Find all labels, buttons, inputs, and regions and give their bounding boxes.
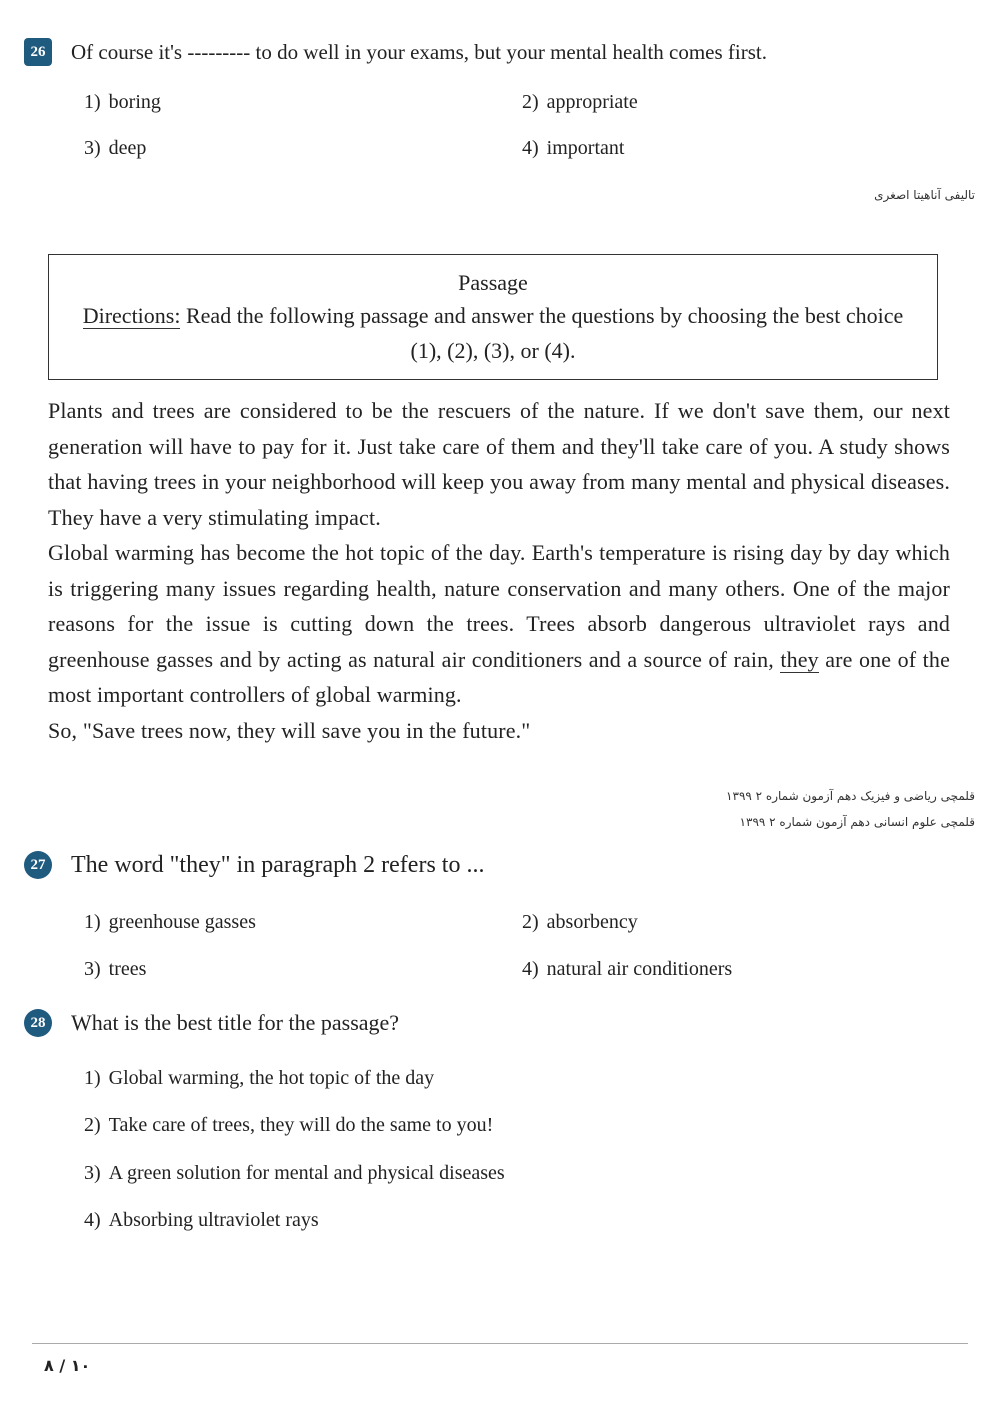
q28-option-2[interactable]: 2) Take care of trees, they will do the same to you! bbox=[84, 1114, 494, 1136]
question-28 bbox=[24, 1009, 399, 1037]
question-number-badge: 26 bbox=[24, 38, 52, 66]
directions-text: Read the following passage and answer the questions by choosing the best choice (1), (2), (3), or (4). bbox=[180, 303, 904, 363]
source-line-2: قلمچی علوم انسانی دهم آزمون شماره ۲ ۱۳۹۹ bbox=[739, 815, 975, 829]
passage-directions-box bbox=[48, 254, 938, 380]
passage-paragraph-3: So, "Save trees now, they will save you in the future." bbox=[48, 717, 531, 743]
q26-source: تالیفی آناهیتا اصغری bbox=[874, 188, 975, 202]
passage-directions bbox=[49, 298, 937, 368]
question-27 bbox=[24, 851, 484, 879]
passage-body bbox=[48, 393, 950, 748]
q26-option-2[interactable]: 2) appropriate bbox=[522, 91, 638, 113]
q28-option-4[interactable]: 4) Absorbing ultraviolet rays bbox=[84, 1209, 319, 1231]
passage-paragraph-1: Plants and trees are considered to be the rescuers of the nature. If we don't save them, our next generation will have to pay for it. Just take care of them and they'll take care of you. A study shows that having trees in your neighborhood will keep you away from many mental and physical diseases. They have a very stimulating impact. bbox=[48, 398, 950, 530]
footer-divider bbox=[32, 1343, 968, 1344]
question-number-badge: 28 bbox=[24, 1009, 52, 1037]
q27-option-4[interactable]: 4) natural air conditioners bbox=[522, 958, 733, 980]
passage-title: Passage bbox=[458, 270, 528, 295]
q28-option-1[interactable]: 1) Global warming, the hot topic of the day bbox=[84, 1067, 435, 1089]
q27-option-2[interactable]: 2) absorbency bbox=[522, 911, 638, 933]
passage-paragraph-2: Global warming has become the hot topic of the day. Earth's temperature is rising day by day which is triggering many issues regarding health, nature conservation and many others. One of the major reasons for the issue is cutting down the trees. Trees absorb dangerous ultraviolet rays and greenhouse gasses and by acting as natural air conditioners and a source of rain, they are one of the most important controllers of global warming. bbox=[48, 540, 951, 707]
q27-option-1[interactable]: 1) greenhouse gasses bbox=[84, 911, 256, 933]
question-26 bbox=[24, 38, 767, 66]
q26-option-4[interactable]: 4) important bbox=[522, 137, 625, 159]
question-text: The word "they" in paragraph 2 refers to ... bbox=[71, 851, 485, 878]
page-number: ۸ / ۱۰ bbox=[44, 1356, 91, 1375]
question-text: Of course it's --------- to do well in your exams, but your mental health comes first. bbox=[71, 39, 768, 64]
question-text: What is the best title for the passage? bbox=[71, 1010, 400, 1035]
q28-option-3[interactable]: 3) A green solution for mental and physical diseases bbox=[84, 1162, 505, 1184]
underlined-word: they bbox=[780, 646, 819, 672]
source-line-1: قلمچی ریاضی و فیزیک دهم آزمون شماره ۲ ۱۳۹۹ bbox=[726, 789, 975, 803]
q26-option-1[interactable]: 1) boring bbox=[84, 91, 161, 113]
question-number-badge: 27 bbox=[24, 851, 52, 879]
q26-option-3[interactable]: 3) deep bbox=[84, 137, 147, 159]
directions-label: Directions: bbox=[82, 303, 181, 328]
q27-option-3[interactable]: 3) trees bbox=[84, 958, 147, 980]
